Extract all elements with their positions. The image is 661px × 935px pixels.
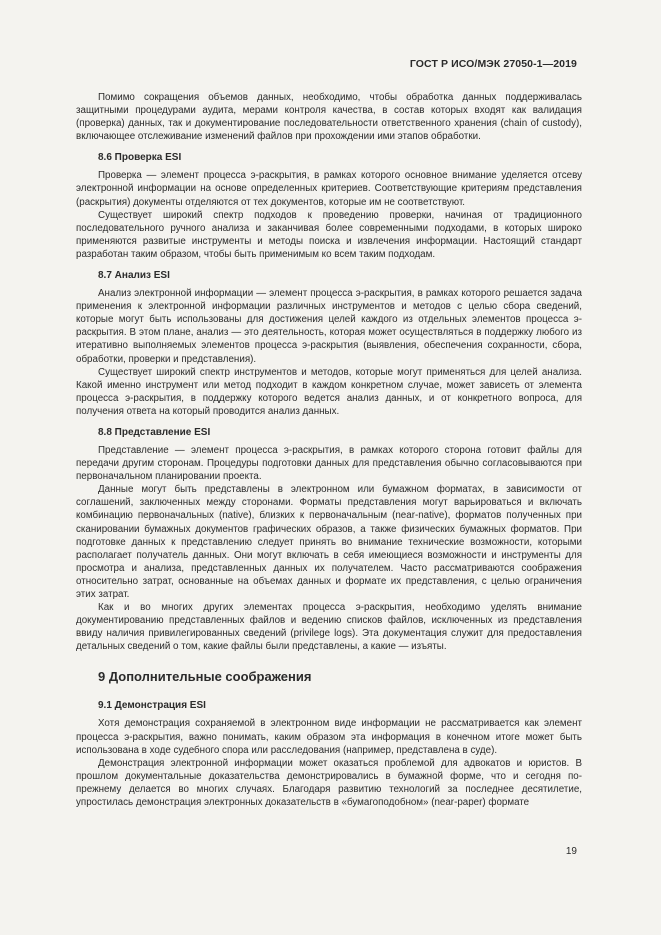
page-number: 19: [565, 846, 577, 857]
section-heading-9-1: 9.1 Демонстрация ESI: [98, 700, 206, 712]
section-heading-9: 9 Дополнительные соображения: [98, 669, 312, 685]
document-header: ГОСТ Р ИСО/МЭК 27050-1—2019: [409, 58, 577, 70]
paragraph-demonstration-challenge: Демонстрация электронной информации может оказаться проблемой для адвокатов и юристов. В прошлом документальные доказательства демонстрировались в бумажной форме, что и сегодня по-прежнему делается во многих случаях. Благодаря развитию технологий за последнее десятилетие, упростилась демонстрация электронных доказательств в «бумагоподобном» (near-paper) формате: [76, 757, 582, 809]
section-heading-8-7: 8.7 Анализ ESI: [98, 270, 170, 282]
section-heading-8-6: 8.6 Проверка ESI: [98, 152, 182, 164]
paragraph-production-definition: Представление — элемент процесса э-раскрытия, в рамках которого сторона готовит файлы для передачи другим сторонам. Процедуры подготовки данных для представления обычно согласовываются при первоначальном планировании проекта.: [76, 444, 582, 483]
paragraph-analysis-definition: Анализ электронной информации — элемент процесса э-раскрытия, в рамках которого решается задача применения к электронной информации различных инструментов и методов с целью сбора сведений, которые могут быть использованы для достижения целей каждого из отдельных элементов процесса э-раскрытия. В этом плане, анализ — это деятельность, которая может осуществляться в поддержку любого из итеративно выполняемых элементов процесса э-раскрытия (выявления, обеспечения сохранности, сбора, обработки, проверки и представления).: [76, 288, 582, 365]
document-body: [76, 91, 582, 809]
paragraph-data-processing: Помимо сокращения объемов данных, необходимо, чтобы обработка данных поддерживалась защитными процедурами аудита, мерами контроля качества, в состав которых входят как валидация (проверка) данных, так и документирование последовательности ответственного хранения (chain of custody), включающее отслеживание изменений файлов при прохождении ими этапов обработки.: [76, 92, 582, 143]
paragraph-production-formats: Данные могут быть представлены в электронном или бумажном форматах, в зависимости от соглашений, заключенных между сторонами. Форматы представления могут варьироваться и включать комбинацию первоначальных (native), близких к первоначальным (near-native), форматов полученных при сканировании бумажных документов графических образов, а также физических бумажных форматов. При подготовке данных к представлению следует принять во внимание технические возможности, которыми располагает получатель данных. Они могут включать в себя имеющиеся возможности и инструменты для просмотра и анализа, представленных данных их получателем. Часто рассматриваются соображения относительно затрат, основанные на объемах данных и формате их представления, с целью ограничения этих затрат.: [76, 484, 582, 600]
paragraph-demonstration-intro: Хотя демонстрация сохраняемой в электронном виде информации не рассматривается как элемент процесса э-раскрытия, важно понимать, каким образом эта информация в конечном итоге может быть использована в ходе судебного спора или расследования (например, представлена в суде).: [76, 718, 582, 756]
paragraph-analysis-tools: Существует широкий спектр инструментов и методов, которые могут применяться для целей анализа. Какой именно инструмент или метод подходит в каждом конкретном случае, может зависеть от элемента процесса э-раскрытия, в поддержку которого ведется анализ данных, и от конкретного вопроса, для получения ответа на который проводится анализ данных.: [76, 366, 582, 417]
paragraph-production-documentation: Как и во многих других элементах процесса э-раскрытия, необходимо уделять внимание документированию представленных файлов и ведению списков файлов, исключенных из представления ввиду наличия привилегированных сведений (privilege logs). Эта документация служит для предоставления детальных сведений о том, какие файлы были представлены, а какие — изъяты.: [76, 602, 582, 653]
paragraph-review-definition: Проверка — элемент процесса э-раскрытия, в рамках которого основное внимание уделяется отсеву электронной информации на основе определенных критериев. Соответствующие критериям представления (раскрытия) документы отделяются от тех документов, которые им не соответствуют.: [76, 170, 582, 208]
paragraph-review-approaches: Существует широкий спектр подходов к проведению проверки, начиная от традиционного последовательного ручного анализа и заканчивая более современными подходами, в которых широко применяются развитые инструменты и методы поиска и извлечения информации. Настоящий стандарт разработан таким образом, чтобы быть применимым ко всем таким подходам.: [76, 209, 582, 260]
section-heading-8-8: 8.8 Представление ESI: [98, 426, 211, 438]
